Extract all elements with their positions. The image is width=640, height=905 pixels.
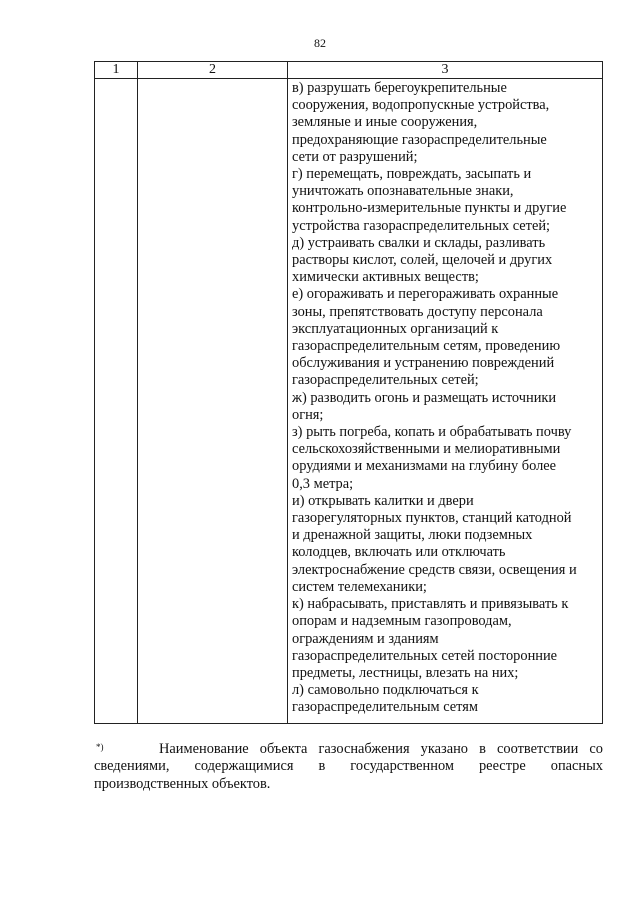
- text-line: газораспределительных сетей посторонние: [292, 647, 558, 664]
- column-header-1: 1: [95, 62, 138, 79]
- cell-column-1: [95, 79, 138, 724]
- text-line: сети от разрушений;: [292, 148, 418, 165]
- text-line: сельскохозяйственными и мелиоративными: [292, 441, 561, 458]
- text-line: сооружения, водопропускные устройства,: [292, 97, 550, 114]
- footnote-line-1: [94, 741, 603, 758]
- text-line: ж) разводить огонь и размещать источники: [292, 389, 557, 406]
- text-line: к) набрасывать, приставлять и привязывать к: [292, 596, 569, 613]
- text-line: электроснабжение средств связи, освещения и: [292, 561, 577, 578]
- text-line: 0,3 метра;: [292, 475, 354, 492]
- text-line: е) огораживать и перегораживать охранные: [292, 286, 559, 303]
- text-line: обслуживания и устранению повреждений: [292, 355, 555, 372]
- text-line: систем телемеханики;: [292, 578, 427, 595]
- text-line: д) устраивать свалки и склады, разливать: [292, 234, 546, 251]
- column-header-3: 3: [288, 62, 603, 79]
- text-line: устройства газораспределительных сетей;: [292, 217, 551, 234]
- table-header-row: [95, 62, 603, 79]
- text-line: уничтожать опознавательные знаки,: [292, 183, 514, 200]
- cell-column-3: [288, 79, 603, 724]
- text-line: и дренажной защиты, люки подземных: [292, 527, 533, 544]
- text-line: колодцев, включать или отключать: [292, 544, 506, 561]
- text-line: ограждениям и зданиям: [292, 630, 439, 647]
- footnote-line-1-text: Наименование объекта газоснабжения указано в соответствии со: [159, 741, 603, 757]
- text-line: растворы кислот, солей, щелочей и других: [292, 252, 553, 269]
- cell-column-2: [138, 79, 288, 724]
- text-line: зоны, препятствовать доступу персонала: [292, 303, 543, 320]
- requirements-table: [94, 61, 603, 724]
- text-line: и) открывать калитки и двери: [292, 492, 474, 509]
- text-line: орудиями и механизмами на глубину более: [292, 458, 557, 475]
- prohibited-actions-text: [288, 79, 602, 717]
- footnote: [94, 741, 603, 793]
- text-line: эксплуатационных организаций к: [292, 320, 499, 337]
- text-line: в) разрушать берегоукрепительные: [292, 80, 507, 96]
- text-line: химически активных веществ;: [292, 269, 479, 286]
- text-line: земляные и иные сооружения,: [292, 114, 478, 131]
- text-line: газорегуляторных пунктов, станций катодной: [292, 510, 572, 527]
- text-line: опорам и надземным газопроводам,: [292, 613, 512, 630]
- text-line: газораспределительных сетей;: [292, 372, 479, 389]
- footnote-marker: *): [96, 742, 104, 752]
- text-line: газораспределительным сетям, проведению: [292, 338, 561, 355]
- text-line: контрольно-измерительные пункты и другие: [292, 200, 567, 217]
- text-line: з) рыть погреба, копать и обрабатывать почву: [292, 424, 572, 441]
- text-line: предохраняющие газораспределительные: [292, 131, 547, 148]
- column-header-2: 2: [138, 62, 288, 79]
- text-line: огня;: [292, 406, 324, 423]
- page-number: 82: [314, 36, 326, 50]
- footnote-line-2: сведениями, содержащимися в государственном реестре опасных: [94, 758, 603, 775]
- text-line: г) перемещать, повреждать, засыпать и: [292, 166, 532, 183]
- footnote-line-3: производственных объектов.: [94, 775, 271, 792]
- table-row: [95, 79, 603, 724]
- text-line: газораспределительным сетям: [292, 699, 479, 716]
- text-line: л) самовольно подключаться к: [292, 682, 479, 699]
- text-line: предметы, лестницы, влезать на них;: [292, 664, 519, 681]
